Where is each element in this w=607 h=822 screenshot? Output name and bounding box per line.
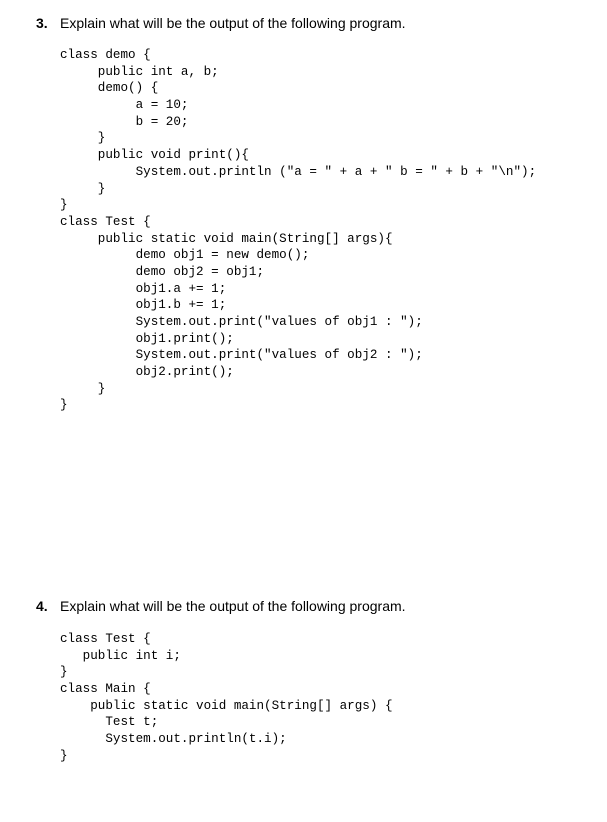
code-line: demo obj1 = new demo();	[60, 248, 310, 263]
code-line: }	[60, 665, 68, 680]
code-line: class demo {	[60, 48, 151, 62]
code-line: obj1.b += 1;	[60, 298, 227, 313]
code-line: public static void main(String[] args){	[60, 231, 393, 246]
question-4-code-block	[60, 631, 393, 765]
question-4-number: 4.	[36, 598, 48, 614]
code-line: System.out.print("values of obj2 : ");	[60, 348, 423, 363]
question-4-text: Explain what will be the output of the following program.	[60, 598, 406, 614]
question-3-number: 3.	[36, 15, 48, 31]
code-line: }	[60, 381, 106, 396]
code-line: class Test {	[60, 632, 151, 646]
code-line: public static void main(String[] args) {	[60, 698, 393, 713]
code-line: obj1.a += 1;	[60, 281, 227, 296]
question-3-heading	[36, 14, 406, 32]
code-line: obj1.print();	[60, 331, 234, 346]
code-line: }	[60, 198, 68, 213]
code-line: public int i;	[60, 648, 181, 663]
code-line: System.out.print("values of obj1 : ");	[60, 315, 423, 329]
code-line: System.out.println(t.i);	[60, 732, 287, 747]
code-line: obj2.print();	[60, 365, 234, 380]
code-line: }	[60, 131, 106, 146]
question-3-code-block	[60, 47, 536, 414]
code-line: class Test {	[60, 214, 151, 229]
code-line: System.out.println ("a = " + a + " b = " + b + "\n");	[60, 164, 537, 179]
code-line: demo obj2 = obj1;	[60, 264, 265, 279]
code-line: demo() {	[60, 81, 159, 96]
code-line: }	[60, 748, 68, 763]
code-line: Test t;	[60, 715, 159, 730]
question-3-text: Explain what will be the output of the following program.	[60, 15, 406, 31]
question-4-heading	[36, 597, 406, 615]
code-line: public int a, b;	[60, 64, 219, 79]
code-line: class Main {	[60, 682, 151, 697]
code-line: b = 20;	[60, 114, 189, 129]
code-line: a = 10;	[60, 98, 189, 113]
code-line: }	[60, 181, 106, 196]
code-line: }	[60, 398, 68, 413]
code-line: public void print(){	[60, 148, 249, 163]
